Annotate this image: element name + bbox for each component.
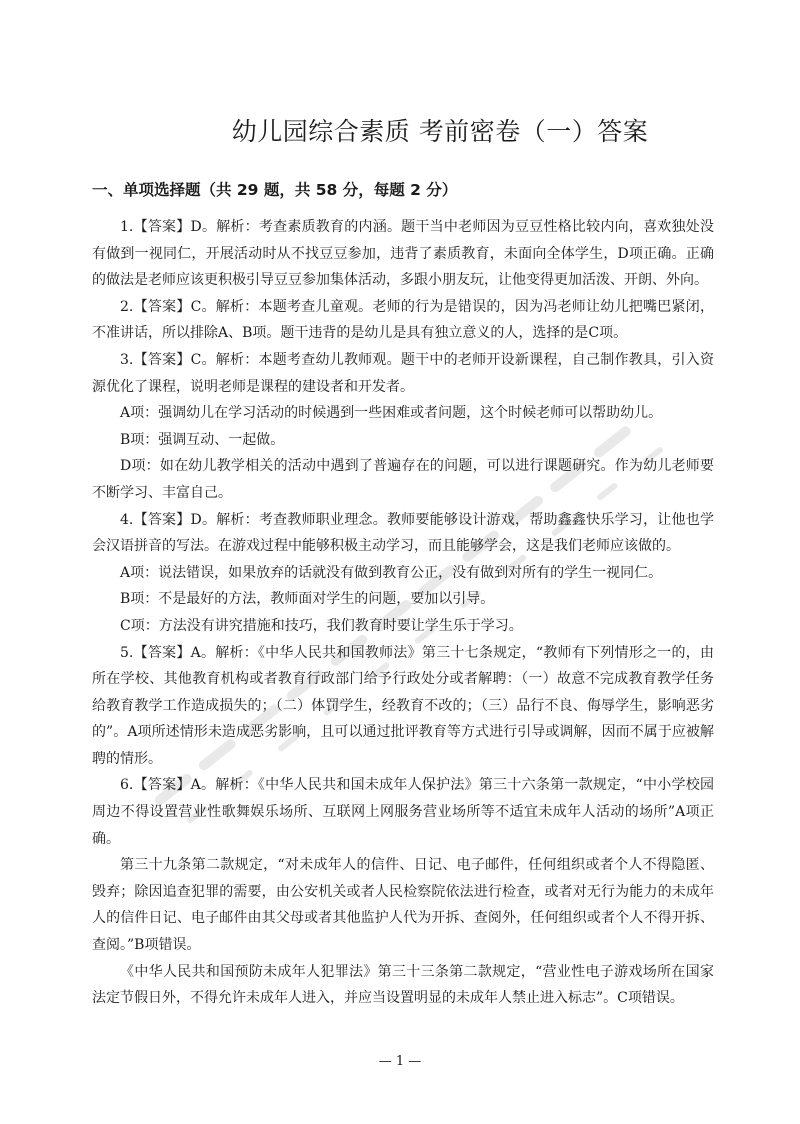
document-title: 幼儿园综合素质 考前密卷（一）答案 [231,117,649,146]
answer-paragraph: 2.【答案】C。解析：本题考查儿童观。老师的行为是错误的，因为冯老师让幼儿把嘴巴紧闭，不准讲话，所以排除A、B项。题干违背的是幼儿是具有独立意义的人，选择的是C项。 [92,298,714,342]
law-citation-paragraph: 第三十九条第二款规定，“对未成年人的信件、日记、电子邮件，任何组织或者个人不得隐匿、毁弃；除因追查犯罪的需要，由公安机关或者人民检察院依法进行检查，或者对无行为能力的未成年人的信件日记、电子邮件由其父母或者其他监护人代为开拆、查阅外，任何组织或者个人不得开拆、查阅。”B项错误。 [92,857,714,954]
answer-paragraph: 3.【答案】C。解析：本题考查幼儿教师观。题干中的老师开设新课程，自己制作教具，引入资源优化了课程，说明老师是课程的建设者和开发者。 [92,351,714,395]
answer-paragraph: 6.【答案】A。解析：《中华人民共和国未成年人保护法》第三十六条第一款规定，“中小学校园周边不得设置营业性歌舞娱乐场所、互联网上网服务营业场所等不适宜未成年人活动的场所”A项正确。 [92,777,714,847]
section-heading: 一、单项选择题（共 29 题，共 58 分，每题 2 分） [92,181,458,199]
option-note: A项：说法错误，如果放弃的话就没有做到教育公正，没有做到对所有的学生一视同仁。 [120,564,663,581]
page-number: — 1 — [378,1054,422,1069]
option-note: A项：强调幼儿在学习活动的时候遇到一些困难或者问题，这个时候老师可以帮助幼儿。 [120,405,663,422]
option-note: D项：如在幼儿教学相关的活动中遇到了普遍存在的问题，可以进行课题研究。作为幼儿老师要不断学习、丰富自己。 [92,458,714,501]
option-note: B项：强调互动、一起做。 [120,431,285,448]
answer-paragraph: 5.【答案】A。解析：《中华人民共和国教师法》第三十七条规定，“教师有下列情形之一的，由所在学校、其他教育机构或者教育行政部门给予行政处分或者解聘：（一）故意不完成教育教学任务给教育教学工作造成损失的；（二）体罚学生，经教育不改的；（三）品行不良、侮辱学生，影响恶劣的”。A项所述情形未造成恶劣影响，且可以通过批评教育等方式进行引导或调解，因而不属于应被解聘的情形。 [92,644,714,767]
option-note: B项：不是最好的方法，教师面对学生的问题，要加以引导。 [120,591,495,608]
answer-paragraph: 1.【答案】D。解析：考查素质教育的内涵。题干当中老师因为豆豆性格比较内向，喜欢独处没有做到一视同仁，开展活动时从不找豆豆参加，违背了素质教育，未面向全体学生，D项正确。正确的做法是老师应该更积极引导豆豆参加集体活动，多跟小朋友玩，让他变得更加活泼、开朗、外向。 [92,219,714,289]
law-citation-paragraph: 《中华人民共和国预防未成年人犯罪法》第三十三条第二款规定，“营业性电子游戏场所在国家法定节假日外，不得允许未成年人进入，并应当设置明显的未成年人禁止进入标志”。C项错误。 [92,963,714,1007]
answer-body [92,214,714,1012]
answer-paragraph: 4.【答案】D。解析：考查教师职业理念。教师要能够设计游戏，帮助鑫鑫快乐学习，让他也学会汉语拼音的写法。在游戏过程中能够积极主动学习，而且能够学会，这是我们老师应该做的。 [92,511,714,555]
option-note: C项：方法没有讲究措施和技巧，我们教育时要让学生乐于学习。 [120,617,523,634]
